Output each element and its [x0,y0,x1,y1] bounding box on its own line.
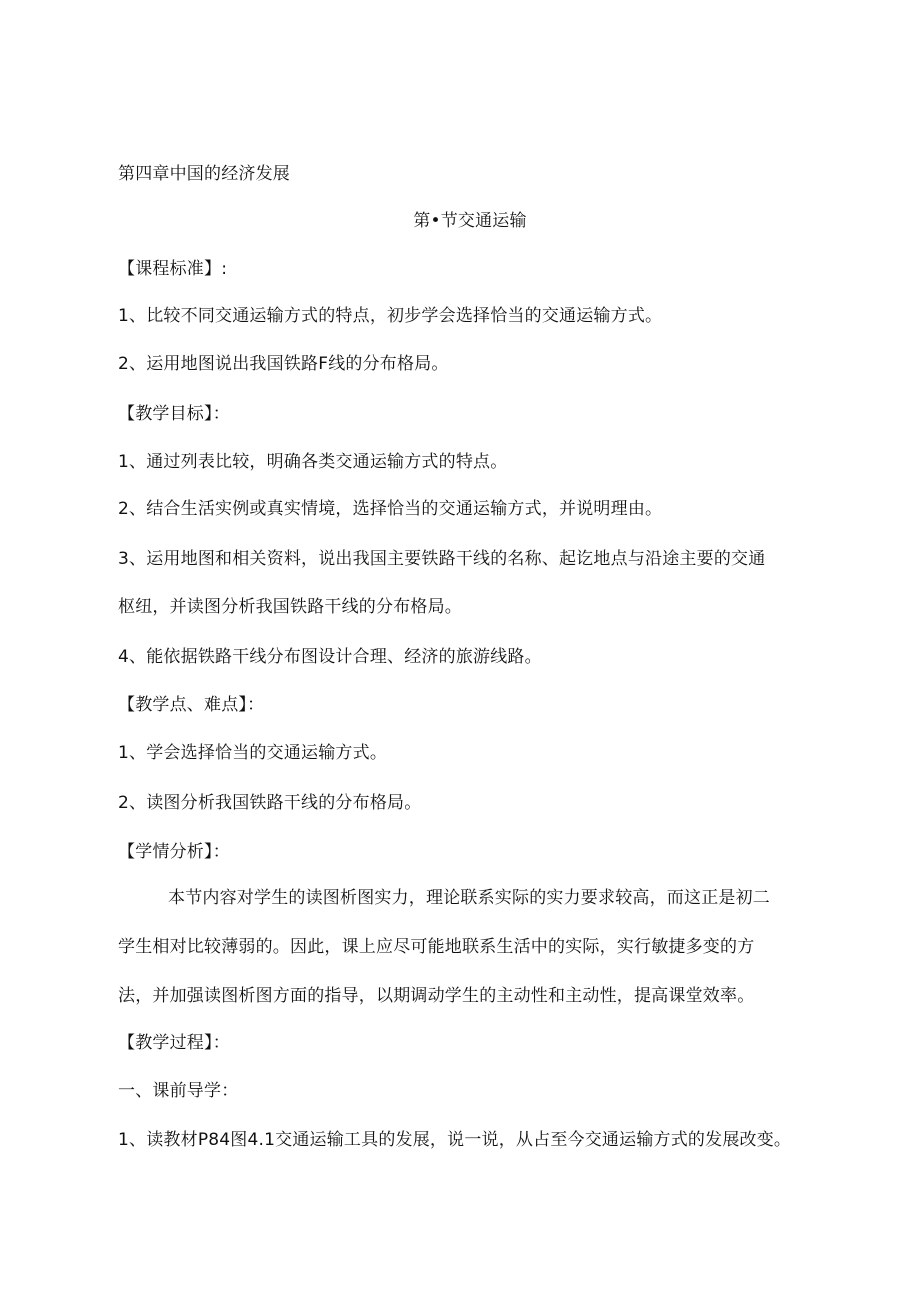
teaching-goal-item: 1、通过列表比较，明确各类交通运输方式的特点。 [118,452,508,472]
student-analysis-line: 本节内容对学生的读图析图实力，理论联系实际的实力要求较高，而这正是初二 [168,888,770,908]
student-analysis-heading: 【学情分析】： [118,842,230,862]
key-point-item: 2、读图分析我国铁路干线的分布格局。 [118,793,422,813]
key-points-heading: 【教学点、难点】： [118,695,265,715]
teaching-goal-item: 3、运用地图和相关资料，说出我国主要铁路干线的名称、起讫地点与沿途主要的交通 [118,549,766,569]
curriculum-standard-item: 1、比较不同交通运输方式的特点，初步学会选择恰当的交通运输方式。 [118,306,663,326]
key-point-item: 1、学会选择恰当的交通运输方式。 [118,743,388,763]
teaching-goal-item: 枢纽，并读图分析我国铁路干线的分布格局。 [118,597,462,617]
curriculum-standard-item: 2、运用地图说出我国铁路F线的分布格局。 [118,354,449,374]
curriculum-standard-heading: 【课程标准】: [118,259,228,279]
section-title: 第•节交通运输 [413,211,527,231]
teaching-goal-item: 2、结合生活实例或真实情境，选择恰当的交通运输方式，并说明理由。 [118,499,663,519]
teaching-process-heading: 【教学过程】： [118,1033,230,1053]
teaching-process-item: 1、读教材P84图4.1交通运输工具的发展，说一说，从占至今交通运输方式的发展改变。 [118,1130,792,1150]
teaching-goals-heading: 【教学目标】： [118,404,230,424]
student-analysis-line: 学生相对比较薄弱的。因此，课上应尽可能地联系生活中的实际，实行敏捷多变的方 [118,937,755,957]
chapter-title: 第四章中国的经济发展 [118,164,290,184]
student-analysis-line: 法，并加强读图析图方面的指导，以期调动学生的主动性和主动性，提高课堂效率。 [118,986,755,1006]
teaching-goal-item: 4、能依据铁路干线分布图设计合理、经济的旅游线路。 [118,647,542,667]
teaching-process-subheading: 一、课前导学： [118,1081,239,1101]
